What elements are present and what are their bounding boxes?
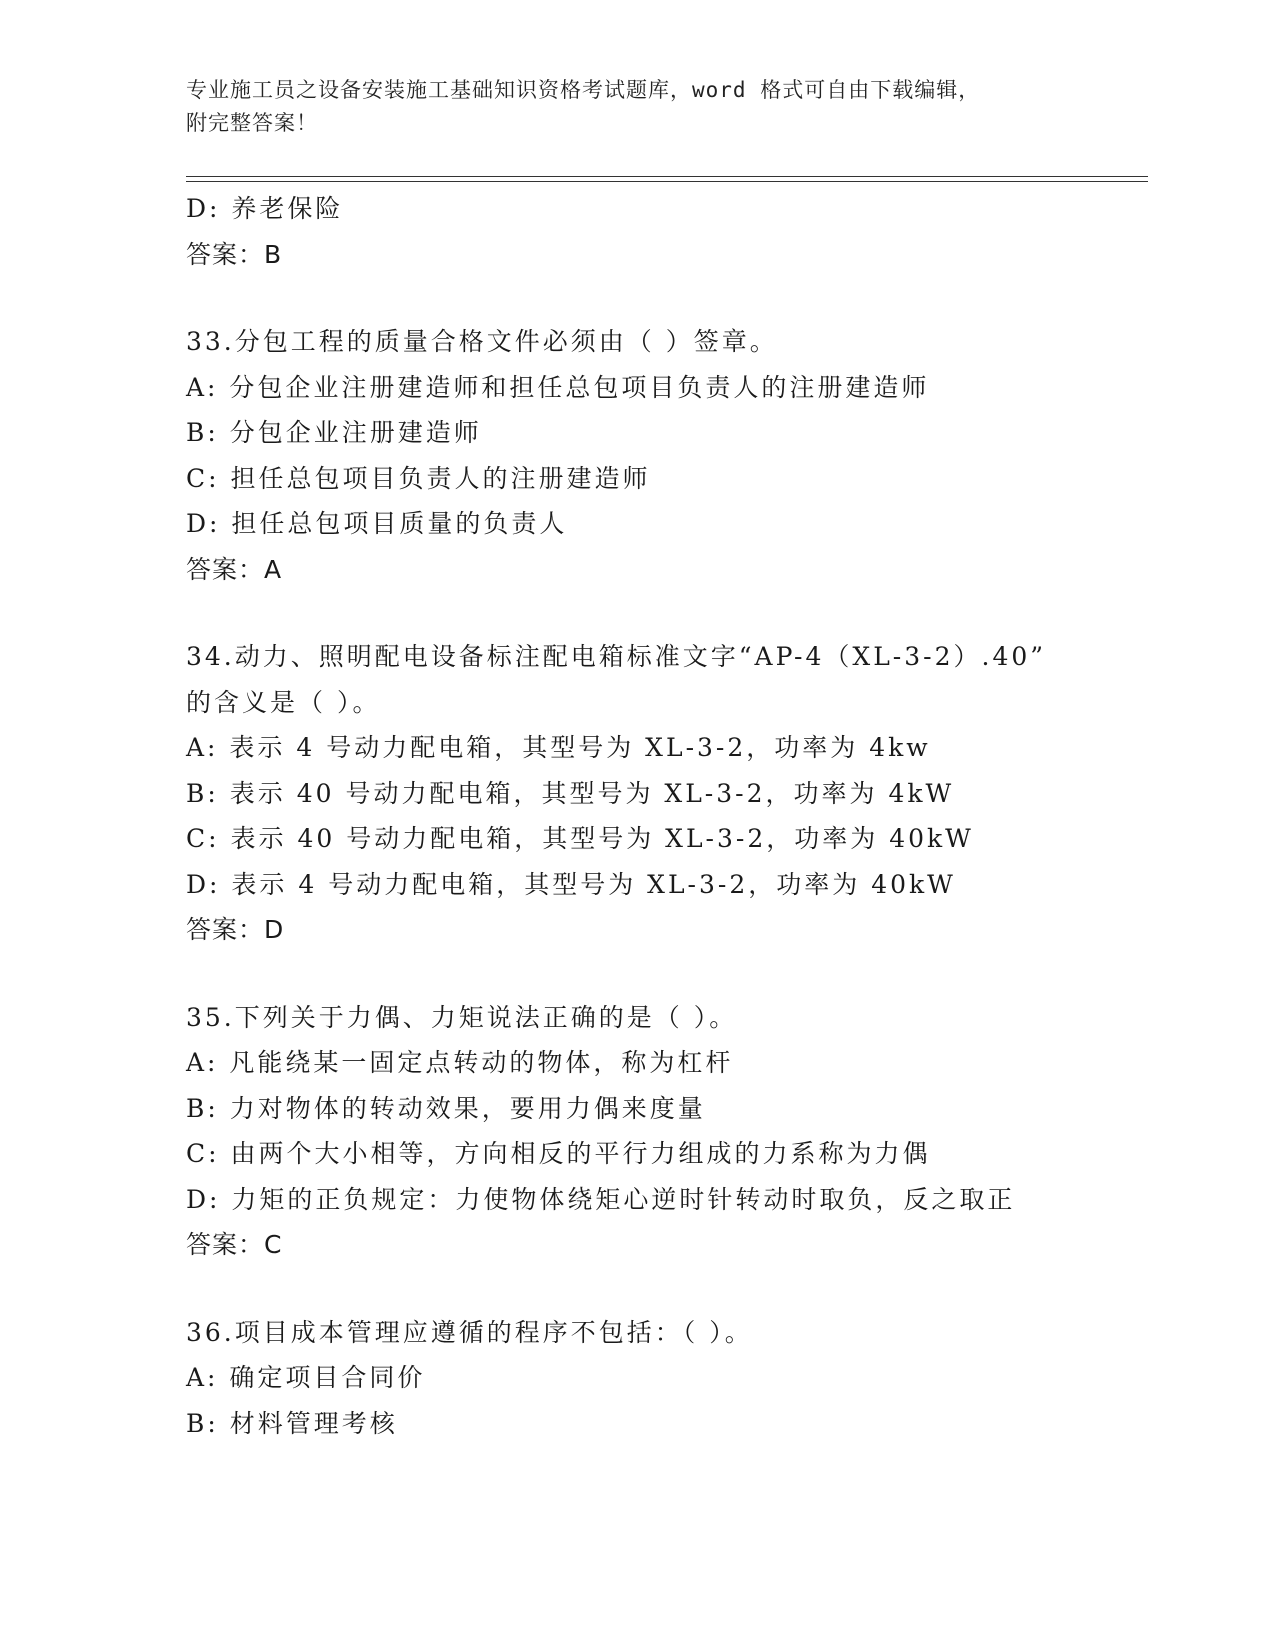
question-block: [186, 319, 1146, 592]
answer-line: 答案：B: [186, 239, 283, 269]
header-line-1: 专业施工员之设备安装施工基础知识资格考试题库，word 格式可自由下载编辑，: [186, 78, 981, 102]
question-stem: 36.项目成本管理应遵循的程序不包括：（ ）。: [186, 1317, 753, 1347]
option-a: A: 凡能绕某一固定点转动的物体，称为杠杆: [186, 1048, 734, 1077]
option-b: B: 力对物体的转动效果，要用力偶来度量: [186, 1093, 706, 1123]
option-a: A: 分包企业注册建造师和担任总包项目负责人的注册建造师: [186, 372, 930, 402]
question-stem-continued: 的含义是（ ）。: [186, 687, 381, 717]
question-stem: 34.动力、照明配电设备标注配电箱标准文字“AP-4（XL-3-2）.40”: [186, 642, 1047, 671]
question-list: [186, 186, 1146, 1446]
header-divider-bottom: [186, 181, 1148, 182]
question-stem: 35.下列关于力偶、力矩说法正确的是（ ）。: [186, 1002, 738, 1032]
option-b: B: 表示 40 号动力配电箱，其型号为 XL-3-2，功率为 4kW: [186, 778, 955, 808]
question-block: [186, 1310, 1146, 1447]
answer-line: 答案：D: [186, 915, 285, 944]
document-header: [186, 74, 1076, 140]
answer-line: 答案：C: [186, 1230, 283, 1259]
header-divider-top: [186, 176, 1148, 177]
option-c: C: 表示 40 号动力配电箱，其型号为 XL-3-2，功率为 40kW: [186, 824, 974, 853]
question-stem: 33.分包工程的质量合格文件必须由（ ）签章。: [186, 327, 778, 356]
question-block: [186, 186, 1146, 277]
question-block: [186, 634, 1146, 953]
option-b: B: 材料管理考核: [186, 1408, 398, 1438]
option-a: A: 表示 4 号动力配电箱，其型号为 XL-3-2，功率为 4kw: [186, 733, 931, 762]
option-b: B: 分包企业注册建造师: [186, 418, 482, 447]
option-c: C: 担任总包项目负责人的注册建造师: [186, 463, 651, 493]
option-a: A: 确定项目合同价: [186, 1363, 426, 1392]
header-line-2: 附完整答案！: [186, 111, 318, 135]
question-block: [186, 995, 1146, 1268]
option-c: C: 由两个大小相等，方向相反的平行力组成的力系称为力偶: [186, 1139, 931, 1168]
option-d: D: 养老保险: [186, 194, 344, 223]
option-d: D: 表示 4 号动力配电箱，其型号为 XL-3-2，功率为 40kW: [186, 869, 956, 899]
option-d: D: 担任总包项目质量的负责人: [186, 509, 568, 538]
answer-line: 答案：A: [186, 554, 283, 584]
option-d: D: 力矩的正负规定：力使物体绕矩心逆时针转动时取负，反之取正: [186, 1184, 1016, 1214]
